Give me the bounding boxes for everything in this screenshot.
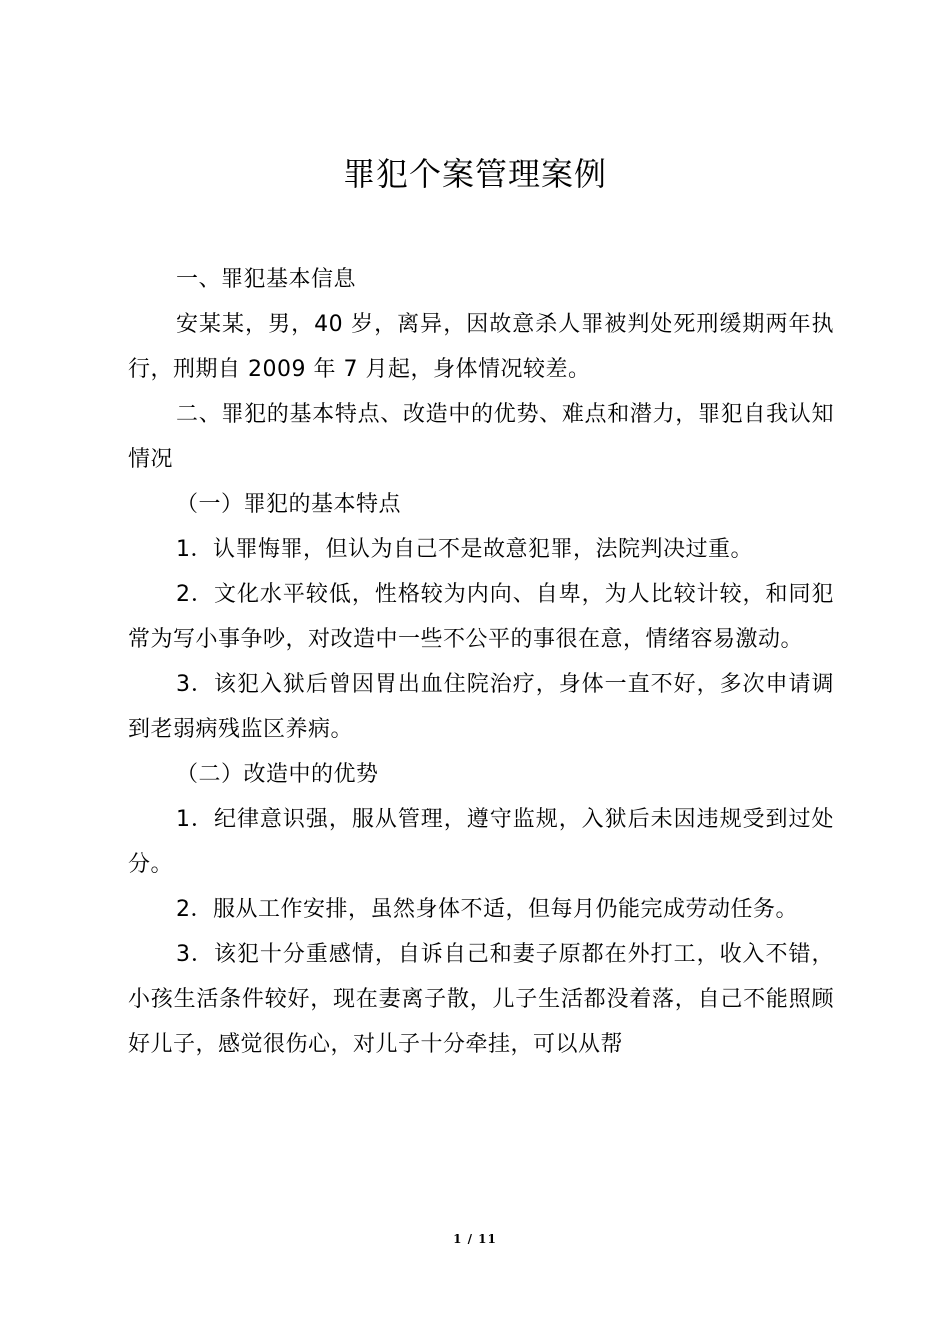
document-title: 罪犯个案管理案例	[342, 155, 607, 193]
subsection-heading-advantages: （二）改造中的优势	[176, 762, 379, 787]
subsection-heading-basic-traits: （一）罪犯的基本特点	[176, 492, 402, 517]
list-item-advantage-3: 3．该犯十分重感情，自诉自己和妻子原都在外打工，收入不错，小孩生活条件较好，现在妻离子散，儿子生活都没着落，自己不能照顾好儿子，感觉很伤心，对儿子十分牵挂，可以从帮	[128, 942, 834, 1057]
list-item-advantage-1: 1．纪律意识强，服从管理，遵守监规，入狱后未因违规受到过处分。	[128, 807, 834, 877]
list-item-trait-2: 2．文化水平较低，性格较为内向、自卑，为人比较计较，和同犯常为写小事争吵，对改造中一些不公平的事很在意，情绪容易激动。	[128, 582, 834, 652]
page-number: 1 / 11	[453, 1232, 497, 1246]
paragraph-basic-info: 安某某，男，40 岁，离异，因故意杀人罪被判处死刑缓期两年执行，刑期自 2009 年 7 月起，身体情况较差。	[128, 312, 834, 382]
section-heading-characteristics: 二、罪犯的基本特点、改造中的优势、难点和潜力，罪犯自我认知情况	[128, 402, 834, 472]
list-item-trait-3: 3．该犯入狱后曾因胃出血住院治疗，身体一直不好，多次申请调到老弱病残监区养病。	[128, 672, 834, 742]
list-item-trait-1: 1．认罪悔罪，但认为自己不是故意犯罪，法院判决过重。	[176, 537, 753, 562]
list-item-advantage-2: 2．服从工作安排，虽然身体不适，但每月仍能完成劳动任务。	[176, 897, 798, 922]
document-body	[128, 257, 834, 1067]
section-heading-basic-info: 一、罪犯基本信息	[176, 267, 357, 292]
